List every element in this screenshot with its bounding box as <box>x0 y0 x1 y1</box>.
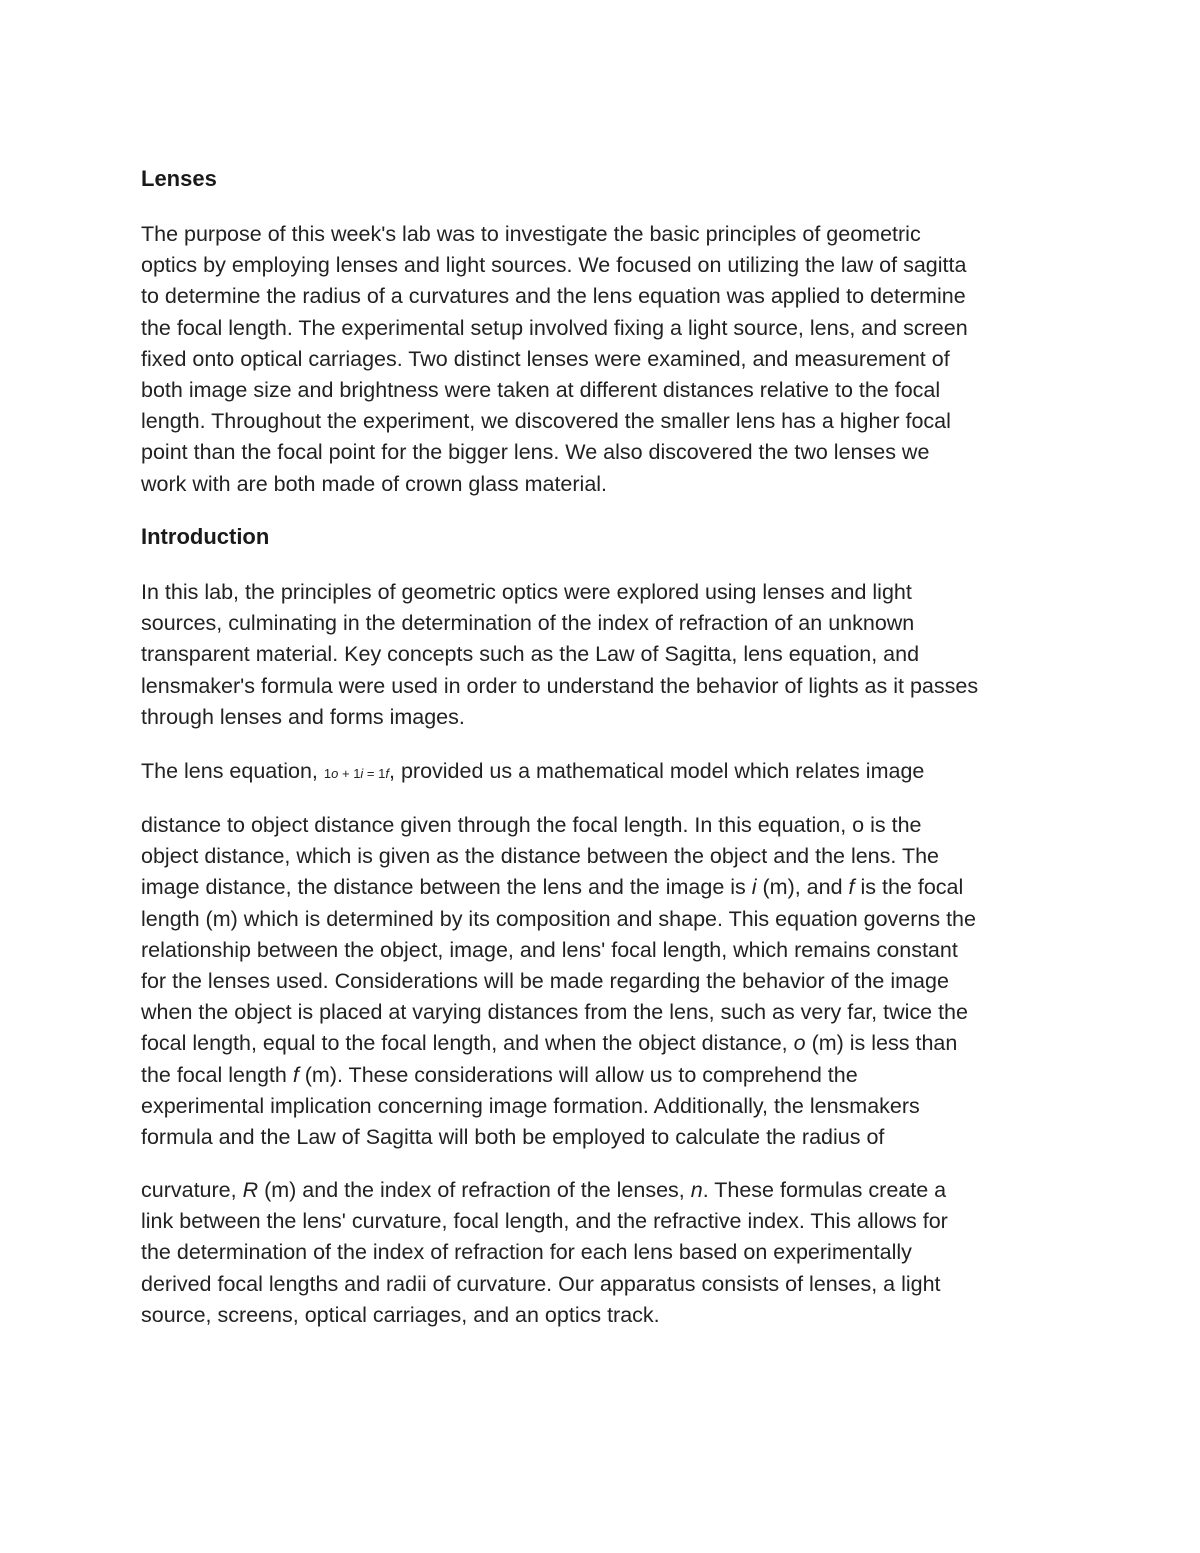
section-heading-lenses: Lenses <box>141 166 217 191</box>
text-line <box>141 1028 1061 1059</box>
text-line: lensmaker's formula were used in order to understand the behavior of lights as it passes <box>141 673 979 698</box>
text-line: source, screens, optical carriages, and an optics track. <box>141 1302 660 1327</box>
text-run: (m), and <box>756 875 849 900</box>
variable-o: o <box>793 1031 806 1056</box>
abstract-paragraph <box>141 219 1061 500</box>
text-line: experimental implication concerning image formation. Additionally, the lensmakers <box>141 1093 920 1118</box>
equation-operator: + <box>338 766 354 781</box>
equation-variable: f <box>385 766 389 781</box>
lens-equation-rest-text: , provided us a mathematical model which relates image <box>389 759 925 783</box>
text-line: formula and the Law of Sagitta will both be employed to calculate the radius of <box>141 1125 885 1150</box>
text-run: (m). These considerations will allow us to comprehend the <box>298 1062 858 1087</box>
section-heading-introduction: Introduction <box>141 524 270 549</box>
text-line: for the lenses used. Considerations will be made regarding the behavior of the image <box>141 969 949 994</box>
text-line: distance to object distance given through the focal length. In this equation, o is the <box>141 813 922 837</box>
text-line: fixed onto optical carriages. Two distinct lenses were examined, and measurement of <box>141 346 950 371</box>
text-run: curvature, <box>141 1178 243 1202</box>
text-line: length. Throughout the experiment, we discovered the smaller lens has a higher focal <box>141 409 951 434</box>
text-line: the focal length. The experimental setup involved fixing a light source, lens, and screen <box>141 315 968 340</box>
text-line <box>141 1060 1061 1091</box>
text-line: to determine the radius of a curvatures and the lens equation was applied to determine <box>141 284 966 309</box>
text-run: is the focal <box>854 875 964 900</box>
text-line: relationship between the object, image, and lens' focal length, which remains constant <box>141 937 958 962</box>
text-line: point than the focal point for the bigger lens. We also discovered the two lenses we <box>141 440 930 465</box>
text-line: sources, culminating in the determination of the index of refraction of an unknown <box>141 611 915 636</box>
text-line: through lenses and forms images. <box>141 704 465 729</box>
equation-operator: = <box>363 766 379 781</box>
text-run: (m) and the index of refraction of the lenses, <box>258 1178 691 1202</box>
lens-equation-paragraph <box>141 756 1061 789</box>
lens-equation <box>324 766 389 781</box>
text-run: focal length, equal to the focal length, and when the object distance, <box>141 1031 794 1056</box>
equation-term: 1 <box>378 766 386 781</box>
text-line: link between the lens' curvature, focal length, and the refractive index. This allows for <box>141 1209 948 1234</box>
equation-term: 1 <box>353 766 361 781</box>
text-run: . These formulas create a <box>702 1178 947 1202</box>
variable-f: f <box>292 1062 299 1087</box>
equation-variable: o <box>331 766 339 781</box>
introduction-paragraph <box>141 577 1061 733</box>
text-line: when the object is placed at varying distances from the lens, such as very far, twice the <box>141 1000 968 1025</box>
text-line <box>141 756 1061 789</box>
variable-i: i <box>751 875 757 900</box>
text-line: both image size and brightness were taken at different distances relative to the focal <box>141 378 941 403</box>
text-line: transparent material. Key concepts such as the Law of Sagitta, lens equation, and <box>141 642 920 667</box>
variable-n: n <box>690 1178 703 1202</box>
text-line: object distance, which is given as the distance between the object and the lens. The <box>141 844 939 869</box>
variable-r: R <box>242 1178 259 1202</box>
lens-equation-intro-text: The lens equation, <box>141 759 324 783</box>
variable-f: f <box>848 875 855 900</box>
text-run: the focal length <box>141 1062 293 1087</box>
text-line: optics by employing lenses and light sources. We focused on utilizing the law of sagitta <box>141 253 967 278</box>
text-line <box>141 872 1061 903</box>
text-line: length (m) which is determined by its composition and shape. This equation governs the <box>141 906 976 931</box>
equation-variable: i <box>360 766 364 781</box>
equation-term: 1 <box>323 766 332 781</box>
text-run: (m) is less than <box>805 1031 958 1056</box>
lensmaker-paragraph <box>141 1175 1061 1331</box>
text-line <box>141 1175 1061 1206</box>
text-line: In this lab, the principles of geometric optics were explored using lenses and light <box>141 580 912 604</box>
text-line: The purpose of this week's lab was to investigate the basic principles of geometric <box>141 222 921 246</box>
text-line: the determination of the index of refraction for each lens based on experimentally <box>141 1240 912 1265</box>
text-line: work with are both made of crown glass material. <box>141 471 608 496</box>
lens-equation-explanation-paragraph <box>141 810 1061 1153</box>
text-run: image distance, the distance between the lens and the image is <box>141 875 752 900</box>
text-line: derived focal lengths and radii of curvature. Our apparatus consists of lenses, a light <box>141 1271 941 1296</box>
